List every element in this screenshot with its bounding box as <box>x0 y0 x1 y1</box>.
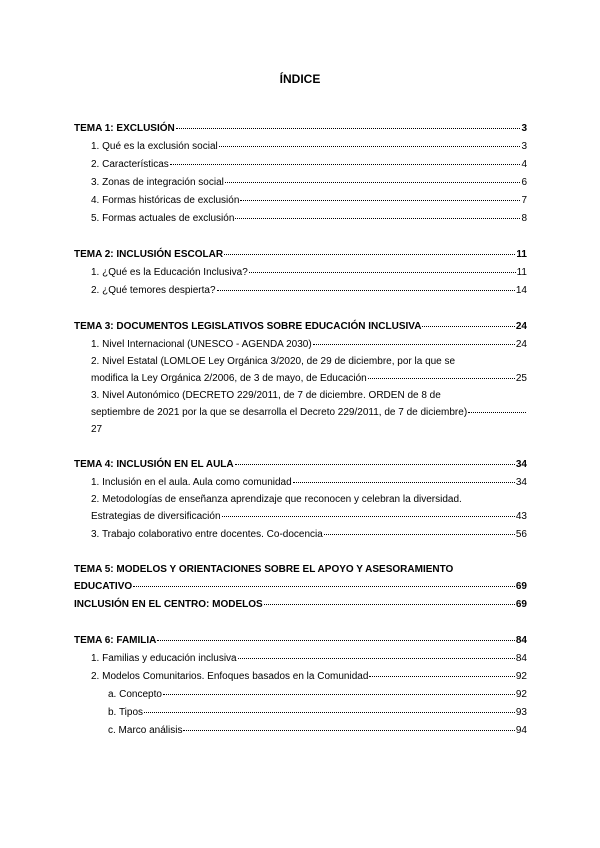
toc-entry-label: 3. Trabajo colaborativo entre docentes. Co-docencia <box>91 529 323 540</box>
toc-page-number: 11 <box>516 249 527 260</box>
leader-dots <box>217 289 515 291</box>
toc-entry-label: 1. Nivel Internacional (UNESCO - AGENDA 2030) <box>91 339 312 350</box>
toc-entry-label: TEMA 2: INCLUSIÓN ESCOLAR <box>74 249 224 260</box>
toc-tema4-item-3[interactable] <box>74 526 527 544</box>
toc-tema1-item-4[interactable] <box>74 192 527 210</box>
toc-page-number: 56 <box>515 529 527 540</box>
leader-dots <box>249 271 516 273</box>
toc-page-number: 11 <box>516 267 527 278</box>
toc-tema5-extra[interactable] <box>74 596 527 614</box>
toc-page-number: 92 <box>515 689 527 700</box>
toc-entry-label: 1. ¿Qué es la Educación Inclusiva? <box>91 267 248 278</box>
toc-page-number: 34 <box>515 477 527 488</box>
toc-tema1-item-1[interactable] <box>74 138 527 156</box>
toc-page-number: 3 <box>521 141 527 152</box>
leader-dots <box>313 343 515 345</box>
toc-entry-label: 4. Formas históricas de exclusión <box>91 195 240 206</box>
spacer <box>74 544 527 562</box>
toc-page-number: 43 <box>515 511 527 522</box>
toc-entry-label: a. Concepto <box>108 689 162 700</box>
toc-entry-label: 1. Familias y educación inclusiva <box>91 653 237 664</box>
toc-entry-label: septiembre de 2021 por la que se desarrolla el Decreto 229/2011, de 7 de diciembre) <box>91 407 468 418</box>
toc-tema3-item-3-line1[interactable]: 3. Nivel Autonómico (DECRETO 229/2011, de 7 de diciembre. ORDEN de 8 de <box>91 390 441 401</box>
index-title: ÍNDICE <box>279 72 321 86</box>
toc-tema6-subitem-a[interactable] <box>74 686 527 704</box>
leader-dots <box>368 377 515 379</box>
toc-tema4-item-2-line1[interactable]: 2. Metodologías de enseñanza aprendizaje que reconocen y celebran la diversidad. <box>91 494 462 505</box>
toc-tema4[interactable] <box>74 456 527 474</box>
toc-entry-label: Estrategias de diversificación <box>91 511 221 522</box>
toc-tema6-item-2[interactable] <box>74 668 527 686</box>
toc-tema5[interactable] <box>74 578 527 596</box>
toc-tema3[interactable] <box>74 318 527 336</box>
toc-entry-label: EDUCATIVO <box>74 581 133 592</box>
toc-page-number: 24 <box>515 339 527 350</box>
leader-dots <box>144 711 515 713</box>
toc-tema6[interactable] <box>74 632 527 650</box>
leader-dots <box>369 675 514 677</box>
leader-dots <box>422 325 514 327</box>
toc-entry-label: TEMA 1: EXCLUSIÓN <box>74 123 175 134</box>
toc-page-number: 7 <box>521 195 527 206</box>
toc-page-number: 25 <box>515 373 527 384</box>
toc-tema2-item-2[interactable] <box>74 282 527 300</box>
leader-dots <box>324 533 515 535</box>
spacer <box>74 228 527 246</box>
toc-entry-label: 2. Características <box>91 159 169 170</box>
toc-entry-label: b. Tipos <box>108 707 144 718</box>
toc-tema3-item-2[interactable] <box>74 370 527 388</box>
toc-tema2[interactable] <box>74 246 527 264</box>
toc-entry-label: c. Marco análisis <box>108 725 183 736</box>
toc-tema1-item-2[interactable] <box>74 156 527 174</box>
toc-tema3-item-3[interactable] <box>74 404 527 422</box>
table-of-contents <box>74 120 527 740</box>
toc-tema6-item-1[interactable] <box>74 650 527 668</box>
toc-tema4-item-2[interactable] <box>74 508 527 526</box>
toc-page-number: 84 <box>515 653 527 664</box>
spacer <box>74 300 527 318</box>
leader-dots <box>219 145 521 147</box>
toc-tema3-item-3-page: 27 <box>91 424 103 435</box>
leader-dots <box>240 199 520 201</box>
toc-tema6-subitem-c[interactable] <box>74 722 527 740</box>
leader-dots <box>163 693 515 695</box>
toc-entry-label: modifica la Ley Orgánica 2/2006, de 3 de mayo, de Educación <box>91 373 367 384</box>
leader-dots <box>224 253 515 255</box>
toc-page-number: 24 <box>515 321 527 332</box>
leader-dots <box>468 411 526 413</box>
spacer <box>74 614 527 632</box>
leader-dots <box>170 163 521 165</box>
toc-page-number: 92 <box>515 671 527 682</box>
toc-entry-label: 1. Inclusión en el aula. Aula como comunidad <box>91 477 292 488</box>
spacer <box>74 438 527 456</box>
leader-dots <box>157 639 514 641</box>
toc-entry-label: 3. Zonas de integración social <box>91 177 224 188</box>
toc-page-number: 93 <box>515 707 527 718</box>
toc-tema2-item-1[interactable] <box>74 264 527 282</box>
toc-page-number: 3 <box>521 123 527 134</box>
toc-entry-label: 1. Qué es la exclusión social <box>91 141 218 152</box>
leader-dots <box>264 603 515 605</box>
toc-tema6-subitem-b[interactable] <box>74 704 527 722</box>
toc-entry-label: TEMA 4: INCLUSIÓN EN EL AULA <box>74 459 234 470</box>
leader-dots <box>293 481 515 483</box>
toc-tema4-item-1[interactable] <box>74 474 527 492</box>
toc-tema1-item-5[interactable] <box>74 210 527 228</box>
toc-entry-label: TEMA 3: DOCUMENTOS LEGISLATIVOS SOBRE EDUCACIÓN INCLUSIVA <box>74 321 422 332</box>
toc-tema1-item-3[interactable] <box>74 174 527 192</box>
toc-entry-label: 2. ¿Qué temores despierta? <box>91 285 216 296</box>
toc-page-number: 4 <box>521 159 527 170</box>
toc-entry-label: TEMA 6: FAMILIA <box>74 635 157 646</box>
leader-dots <box>222 515 515 517</box>
leader-dots <box>133 585 515 587</box>
leader-dots <box>176 127 521 129</box>
toc-page-number: 84 <box>515 635 527 646</box>
toc-page-number: 6 <box>521 177 527 188</box>
leader-dots <box>235 463 515 465</box>
toc-entry-label: 5. Formas actuales de exclusión <box>91 213 235 224</box>
toc-tema3-item-2-line1[interactable]: 2. Nivel Estatal (LOMLOE Ley Orgánica 3/2020, de 29 de diciembre, por la que se <box>91 356 456 367</box>
toc-page-number: 14 <box>515 285 527 296</box>
toc-entry-label: INCLUSIÓN EN EL CENTRO: MODELOS <box>74 599 263 610</box>
leader-dots <box>235 217 520 219</box>
toc-page-number: 69 <box>515 599 527 610</box>
toc-page-number: 94 <box>515 725 527 736</box>
toc-page-number: 34 <box>515 459 527 470</box>
toc-page-number: 69 <box>515 581 527 592</box>
leader-dots <box>183 729 514 731</box>
toc-entry-label: 2. Modelos Comunitarios. Enfoques basados en la Comunidad <box>91 671 369 682</box>
toc-tema3-item-1[interactable] <box>74 336 527 354</box>
leader-dots <box>225 181 521 183</box>
leader-dots <box>238 657 515 659</box>
toc-tema1[interactable] <box>74 120 527 138</box>
toc-page-number: 8 <box>521 213 527 224</box>
toc-tema5-line1[interactable]: TEMA 5: MODELOS Y ORIENTACIONES SOBRE EL APOYO Y ASESORAMIENTO <box>74 564 454 575</box>
